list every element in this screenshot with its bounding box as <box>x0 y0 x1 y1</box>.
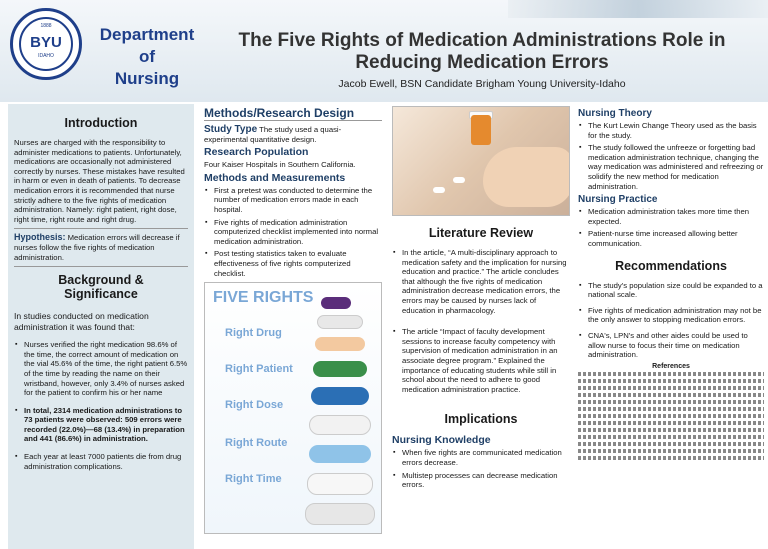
right-patient-label: Right Patient <box>225 363 293 376</box>
study-type-label: Study Type <box>204 124 258 135</box>
pill-shape <box>307 473 373 495</box>
reference-line <box>578 407 764 411</box>
university-seal-logo <box>10 8 82 80</box>
knowledge-heading: Nursing Knowledge <box>392 434 491 447</box>
background-bullets <box>14 340 188 471</box>
literature-item: ▪ The article “Impact of faculty development sessions to increase faculty competency with supervision of medication administration in an associate degree program.” Explained the importance of educating students while still in school about the need to adhere to good medication administration practice. <box>392 327 570 394</box>
right-dose-label: Right Dose <box>225 399 284 412</box>
literature-heading: Literature Review <box>428 226 534 240</box>
theory-heading: Nursing Theory <box>578 108 652 119</box>
recommendation-item: ▪ CNA's, LPN's and other aides could be used to allow nurse to focus their time on medication administration. <box>578 331 764 360</box>
medication-hand-photo <box>392 106 570 216</box>
column-introduction <box>8 104 194 549</box>
population-text: Four Kaiser Hospitals in Southern California. <box>204 160 356 170</box>
population-heading: Research Population <box>204 146 309 159</box>
references-block <box>578 372 764 460</box>
five-rights-image <box>204 282 382 534</box>
background-heading-line-2: Significance <box>64 287 138 302</box>
right-drug-label: Right Drug <box>225 327 282 340</box>
column-theory <box>574 104 768 549</box>
literature-item: ▪ In the article, “A multi-disciplinary approach to medication safety and the implication for nursing education and practice.” The article concludes that although the five rights of medication administration decrease medication errors, the errors may be caused by nurses lack of education in pharmacology. <box>392 248 570 315</box>
pill-shape <box>321 297 351 309</box>
poster-title <box>212 30 752 74</box>
pill-shape <box>317 315 363 329</box>
pill-shape <box>313 361 367 377</box>
pill-shape <box>305 503 375 525</box>
recommendations-list <box>578 281 764 360</box>
reference-line <box>578 379 764 383</box>
introduction-heading: Introduction <box>64 116 138 130</box>
pill-shape <box>433 187 445 193</box>
reference-line <box>578 428 764 432</box>
practice-item: ▪ Medication administration takes more time then expected. <box>578 207 764 226</box>
measurements-list <box>204 186 382 278</box>
department-name <box>92 24 202 90</box>
divider <box>14 266 188 267</box>
implications-heading: Implications <box>444 412 518 427</box>
seal-year: 1888 <box>40 23 52 29</box>
background-heading <box>14 273 188 301</box>
literature-list <box>392 248 570 394</box>
measurement-item: ▪ First a pretest was conducted to determine the number of medication errors made in each hospital. <box>204 186 382 215</box>
pill-shape <box>453 177 465 183</box>
recommendation-item: ▪ The study's population size could be expanded to a national scale. <box>578 281 764 300</box>
reference-line <box>578 386 764 390</box>
background-bullet: ▪ Nurses verified the right medication 98.6% of the time, the correct amount of medication on the vial 45.6% of the time, the right patient 6.5% of the time by reading the name on their wristband, however, only 3.4% of nurses asked for the patient to confirm his or her name <box>14 340 188 398</box>
theory-item: ▪ The Kurt Lewin Change Theory used as the basis for the study. <box>578 121 764 140</box>
pill-shape <box>309 445 371 463</box>
seal-city: IDAHO <box>38 53 54 59</box>
study-type <box>204 125 382 144</box>
background-bullet: ▪ In total, 2314 medication administrations to 73 patients were observed: 509 errors were recorded (22.0%)—68 (13.4%) in preparation and 441 (86.6%) in administration. <box>14 406 188 444</box>
pill-bottle <box>471 115 491 145</box>
practice-item: ▪ Patient-nurse time increased allowing better communication. <box>578 229 764 248</box>
poster-header <box>0 0 768 102</box>
measurement-item: ▪ Five rights of medication administration computerized checklist implemented into normal medication administration. <box>204 218 382 247</box>
study-type-text: The study used a quasi-experimental quantitative design. <box>204 125 342 144</box>
divider <box>14 228 188 229</box>
department-line: of <box>138 47 156 66</box>
hypothesis-text: Medication errors will decrease if nurses follow the five rights of medication administration. <box>14 233 180 262</box>
department-line: Department <box>99 25 195 44</box>
knowledge-list <box>392 448 570 489</box>
pill-shape <box>309 415 371 435</box>
theory-item: ▪ The study followed the unfreeze or forgetting bad medication administration technique, changing the way medication was administered and refreezing or solidify the new method for medication administration. <box>578 143 764 191</box>
references-heading: References <box>652 362 690 370</box>
title-line-1: The Five Rights of Medication Administrations Role in <box>238 30 726 51</box>
reference-line <box>578 456 764 460</box>
title-line-2: Reducing Medication Errors <box>355 52 609 73</box>
practice-list <box>578 207 764 248</box>
right-time-label: Right Time <box>225 473 282 486</box>
department-line: Nursing <box>114 69 180 88</box>
introduction-text: Nurses are charged with the responsibility to administer medications to patients. Unfortunately, medications are occasionally not administered correctly by nurses. These mistakes have resulted in harm or even in death of patients. To decrease medication errors it is recommended that nurse strictly adhere to the five rights of medication administration. Namely: right patient, right dose, right time, right route and right drug. <box>14 138 185 224</box>
hypothesis <box>14 233 188 262</box>
knowledge-item: ▪ When five rights are communicated medication errors decrease. <box>392 448 570 467</box>
practice-heading: Nursing Practice <box>578 194 658 206</box>
background-heading-line-1: Background & <box>58 273 144 288</box>
reference-line <box>578 449 764 453</box>
hypothesis-label: Hypothesis: <box>14 232 66 243</box>
knowledge-item: ▪ Multistep processes can decrease medication errors. <box>392 471 570 490</box>
reference-line <box>578 442 764 446</box>
author-line: Jacob Ewell, BSN Candidate Brigham Young University-Idaho <box>338 78 626 90</box>
reference-line <box>578 414 764 418</box>
background-bullet: ▪ Each year at least 7000 patients die from drug administration complications. <box>14 452 188 471</box>
five-rights-title: FIVE RIGHTS <box>213 289 314 307</box>
methods-heading: Methods/Research Design <box>204 106 382 121</box>
theory-list <box>578 121 764 191</box>
measurements-heading: Methods and Measurements <box>204 171 346 184</box>
pill-shape <box>315 337 365 351</box>
reference-line <box>578 435 764 439</box>
banner-decoration <box>508 0 768 18</box>
column-literature <box>388 104 574 549</box>
seal-text: BYU <box>30 34 62 51</box>
pill-shape <box>311 387 369 405</box>
reference-line <box>578 372 764 376</box>
reference-line <box>578 393 764 397</box>
recommendation-item: ▪ Five rights of medication administration may not be the only answer to stopping medication errors. <box>578 306 764 325</box>
measurement-item: ▪ Post testing statistics taken to evaluate effectiveness of five rights computerized checklist. <box>204 249 382 278</box>
reference-line <box>578 421 764 425</box>
right-route-label: Right Route <box>225 437 288 450</box>
recommendations-heading: Recommendations <box>615 258 727 273</box>
hand-shape <box>483 147 570 207</box>
reference-line <box>578 400 764 404</box>
column-methods <box>200 104 386 549</box>
background-intro: In studies conducted on medication administration it was found that: <box>14 311 149 332</box>
